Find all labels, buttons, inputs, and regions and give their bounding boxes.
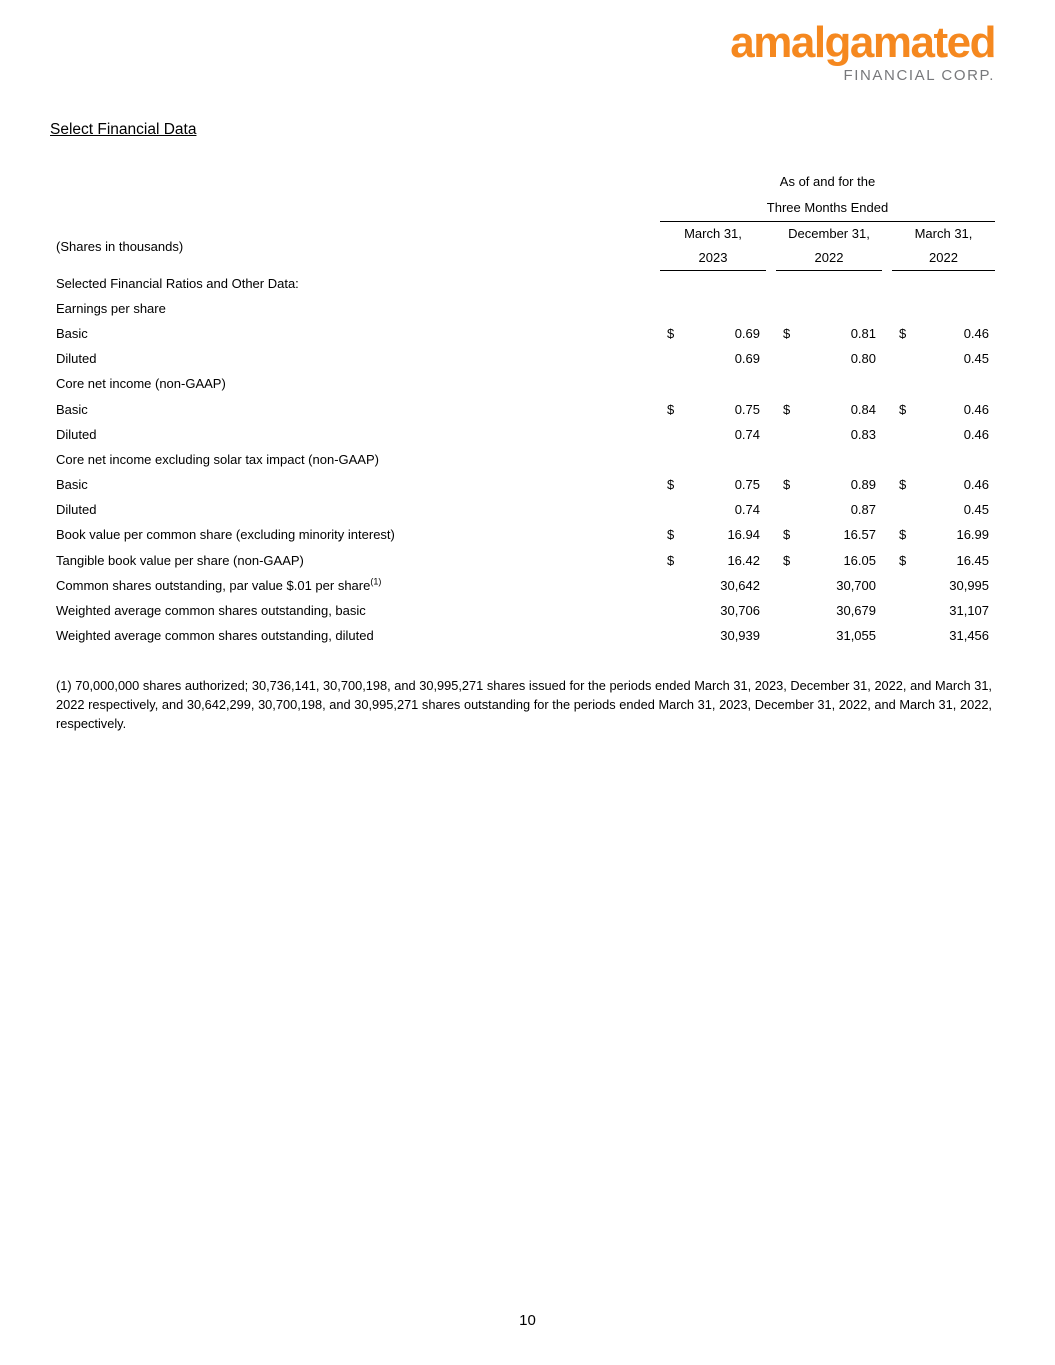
value-cell xyxy=(660,497,766,522)
row-label-text: Basic xyxy=(56,401,88,417)
value: 0.74 xyxy=(734,426,760,442)
value-cell xyxy=(892,548,995,573)
value: 16.42 xyxy=(727,552,760,568)
value-cell xyxy=(776,548,882,573)
value-cell xyxy=(892,346,995,371)
value-cell xyxy=(660,598,766,623)
period-header-row-1 xyxy=(56,168,995,194)
logo-wordmark: amalgamated xyxy=(730,18,995,67)
column-gap xyxy=(882,271,892,296)
column-month: March 31, xyxy=(684,226,742,241)
column-gap xyxy=(766,422,776,447)
table-row xyxy=(56,573,995,598)
column-gap xyxy=(766,598,776,623)
table-row xyxy=(56,548,995,573)
row-label-text: Selected Financial Ratios and Other Data: xyxy=(56,275,299,291)
value: 0.45 xyxy=(963,502,990,518)
column-gap xyxy=(766,447,776,472)
value: 30,642 xyxy=(720,577,760,593)
row-label-text: Diluted xyxy=(56,351,97,367)
value-cell xyxy=(776,371,882,396)
value-cell xyxy=(776,472,882,497)
table-row xyxy=(56,396,995,421)
column-gap xyxy=(766,222,776,271)
table-row xyxy=(56,623,995,648)
column-gap xyxy=(766,371,776,396)
value: 16.99 xyxy=(956,527,990,543)
value-cell xyxy=(660,271,766,296)
dollar-sign: $ xyxy=(899,477,907,493)
column-gap xyxy=(882,497,892,522)
value-cell xyxy=(892,598,995,623)
value-cell xyxy=(776,396,882,421)
column-gap xyxy=(766,271,776,296)
column-gap xyxy=(766,296,776,321)
dollar-sign: $ xyxy=(667,477,675,493)
value-cell xyxy=(892,522,995,547)
company-logo xyxy=(730,20,995,84)
value: 0.46 xyxy=(963,477,990,493)
column-gap xyxy=(882,472,892,497)
value: 16.05 xyxy=(843,552,876,568)
value: 16.94 xyxy=(727,527,760,543)
value-cell xyxy=(892,573,995,598)
value-cell xyxy=(776,296,882,321)
value-cell xyxy=(892,396,995,421)
value-cell xyxy=(660,522,766,547)
value-cell xyxy=(660,548,766,573)
value: 0.84 xyxy=(850,401,876,417)
row-label-text: Core net income excluding solar tax impact (non-GAAP) xyxy=(56,451,379,467)
column-gap xyxy=(766,396,776,421)
dollar-sign: $ xyxy=(783,552,791,568)
column-header-2 xyxy=(776,222,882,271)
table-head xyxy=(56,168,995,271)
value: 30,995 xyxy=(949,577,990,593)
column-gap xyxy=(882,522,892,547)
value: 0.74 xyxy=(734,502,760,518)
value-cell xyxy=(892,497,995,522)
value-cell xyxy=(892,422,995,447)
dollar-sign: $ xyxy=(899,325,907,341)
table-row xyxy=(56,296,995,321)
row-label xyxy=(56,573,660,598)
column-gap xyxy=(766,548,776,573)
column-gap xyxy=(882,548,892,573)
value: 0.46 xyxy=(963,325,990,341)
table-row xyxy=(56,472,995,497)
row-label xyxy=(56,598,660,623)
column-gap xyxy=(766,573,776,598)
value: 0.69 xyxy=(734,325,760,341)
period-header-row-2 xyxy=(56,194,995,222)
value: 0.80 xyxy=(850,351,876,367)
column-gap xyxy=(766,321,776,346)
row-label-text: Earnings per share xyxy=(56,300,166,316)
value-cell xyxy=(660,472,766,497)
value: 0.46 xyxy=(963,426,990,442)
row-label-text: Weighted average common shares outstanding, basic xyxy=(56,603,366,619)
column-header-row xyxy=(56,222,995,271)
value-cell xyxy=(776,598,882,623)
value-cell xyxy=(776,623,882,648)
footnote-ref: (1) xyxy=(370,576,382,587)
column-gap xyxy=(766,472,776,497)
column-year: 2022 xyxy=(814,250,844,265)
value-cell xyxy=(660,422,766,447)
value-cell xyxy=(892,271,995,296)
row-label xyxy=(56,548,660,573)
dollar-sign: $ xyxy=(667,527,675,543)
column-header-1 xyxy=(660,222,766,271)
page-title: Select Financial Data xyxy=(50,121,197,138)
value: 16.45 xyxy=(956,552,990,568)
column-gap xyxy=(882,321,892,346)
page-number: 10 xyxy=(519,1312,536,1329)
value-cell xyxy=(776,321,882,346)
row-label xyxy=(56,346,660,371)
value: 0.83 xyxy=(850,426,876,442)
value: 30,679 xyxy=(836,603,876,619)
value: 0.87 xyxy=(850,502,876,518)
logo-subtitle: FINANCIAL CORP. xyxy=(843,67,995,85)
value-cell xyxy=(892,472,995,497)
column-gap xyxy=(766,497,776,522)
row-label-text: Diluted xyxy=(56,426,97,442)
value-cell xyxy=(892,447,995,472)
column-header-3 xyxy=(892,222,995,271)
dollar-sign: $ xyxy=(783,325,791,341)
column-year: 2022 xyxy=(929,250,958,265)
column-month: March 31, xyxy=(914,226,973,241)
table-row xyxy=(56,598,995,623)
row-label xyxy=(56,497,660,522)
column-month: December 31, xyxy=(788,226,870,241)
value-cell xyxy=(660,321,766,346)
value-cell xyxy=(660,371,766,396)
column-gap xyxy=(882,296,892,321)
row-label xyxy=(56,371,660,396)
column-gap xyxy=(766,623,776,648)
value-cell xyxy=(776,497,882,522)
row-label-text: Basic xyxy=(56,477,88,493)
row-label xyxy=(56,623,660,648)
value-cell xyxy=(776,271,882,296)
row-label xyxy=(56,447,660,472)
table-row xyxy=(56,321,995,346)
column-year: 2023 xyxy=(698,250,728,265)
value: 0.45 xyxy=(963,351,990,367)
value: 0.75 xyxy=(734,477,760,493)
value-cell xyxy=(776,346,882,371)
column-gap xyxy=(882,396,892,421)
value: 30,939 xyxy=(720,628,760,644)
value-cell xyxy=(776,522,882,547)
column-gap xyxy=(882,371,892,396)
row-label xyxy=(56,396,660,421)
value: 0.81 xyxy=(850,325,876,341)
row-label-text: Tangible book value per share (non-GAAP) xyxy=(56,552,304,568)
footnote: (1) 70,000,000 shares authorized; 30,736,141, 30,700,198, and 30,995,271 shares issued for the periods ended March 31, 2023, December 31, 2022, and March 31, 2022 respectively, and 30,642,299, 30,700,198, and 30,995,271 shares outstanding for the periods ended March 31, 2023, December 31, 2022, and March 31, 2022, respectively. xyxy=(56,678,992,731)
value: 0.46 xyxy=(963,401,990,417)
dollar-sign: $ xyxy=(899,552,907,568)
row-label-text: Diluted xyxy=(56,502,97,518)
table-row xyxy=(56,371,995,396)
value-cell xyxy=(892,296,995,321)
financial-data-table xyxy=(56,168,995,648)
dollar-sign: $ xyxy=(667,401,675,417)
value: 16.57 xyxy=(843,527,876,543)
value: 31,107 xyxy=(949,603,990,619)
shares-note: (Shares in thousands) xyxy=(56,238,184,254)
column-gap xyxy=(882,598,892,623)
column-gap xyxy=(766,522,776,547)
row-label-text: Basic xyxy=(56,325,88,341)
row-label-text: Book value per common share (excluding minority interest) xyxy=(56,527,395,543)
column-gap xyxy=(882,346,892,371)
table-row xyxy=(56,522,995,547)
value-cell xyxy=(660,447,766,472)
column-gap xyxy=(882,447,892,472)
value: 31,456 xyxy=(949,628,990,644)
table-body xyxy=(56,271,995,649)
row-label xyxy=(56,522,660,547)
table-row xyxy=(56,271,995,296)
value-cell xyxy=(776,447,882,472)
value: 0.89 xyxy=(850,477,876,493)
dollar-sign: $ xyxy=(899,527,907,543)
column-gap xyxy=(882,573,892,598)
column-gap xyxy=(882,222,892,271)
period-header-line1: As of and for the xyxy=(779,173,876,189)
column-gap xyxy=(766,346,776,371)
table-row xyxy=(56,346,995,371)
row-label-text: Weighted average common shares outstanding, diluted xyxy=(56,628,374,644)
column-gap xyxy=(882,422,892,447)
row-label xyxy=(56,422,660,447)
value-cell xyxy=(660,346,766,371)
row-label-text: Core net income (non-GAAP) xyxy=(56,376,226,392)
table-row xyxy=(56,447,995,472)
value-cell xyxy=(892,321,995,346)
value: 30,706 xyxy=(720,603,760,619)
value-cell xyxy=(776,422,882,447)
column-gap xyxy=(882,623,892,648)
value-cell xyxy=(892,623,995,648)
dollar-sign: $ xyxy=(783,477,791,493)
value-cell xyxy=(660,296,766,321)
dollar-sign: $ xyxy=(783,527,791,543)
dollar-sign: $ xyxy=(667,552,675,568)
row-label xyxy=(56,271,660,296)
dollar-sign: $ xyxy=(899,401,907,417)
row-label xyxy=(56,321,660,346)
value: 0.75 xyxy=(734,401,760,417)
value: 31,055 xyxy=(836,628,876,644)
value-cell xyxy=(892,371,995,396)
table-row xyxy=(56,422,995,447)
value-cell xyxy=(660,396,766,421)
value-cell xyxy=(776,573,882,598)
period-header-line2: Three Months Ended xyxy=(660,194,995,222)
value: 0.69 xyxy=(734,351,760,367)
value-cell xyxy=(660,573,766,598)
table-row xyxy=(56,497,995,522)
value-cell xyxy=(660,623,766,648)
row-label-text: Common shares outstanding, par value $.01 per share xyxy=(56,577,371,593)
row-label xyxy=(56,472,660,497)
dollar-sign: $ xyxy=(667,325,675,341)
row-label xyxy=(56,296,660,321)
dollar-sign: $ xyxy=(783,401,791,417)
value: 30,700 xyxy=(836,577,876,593)
